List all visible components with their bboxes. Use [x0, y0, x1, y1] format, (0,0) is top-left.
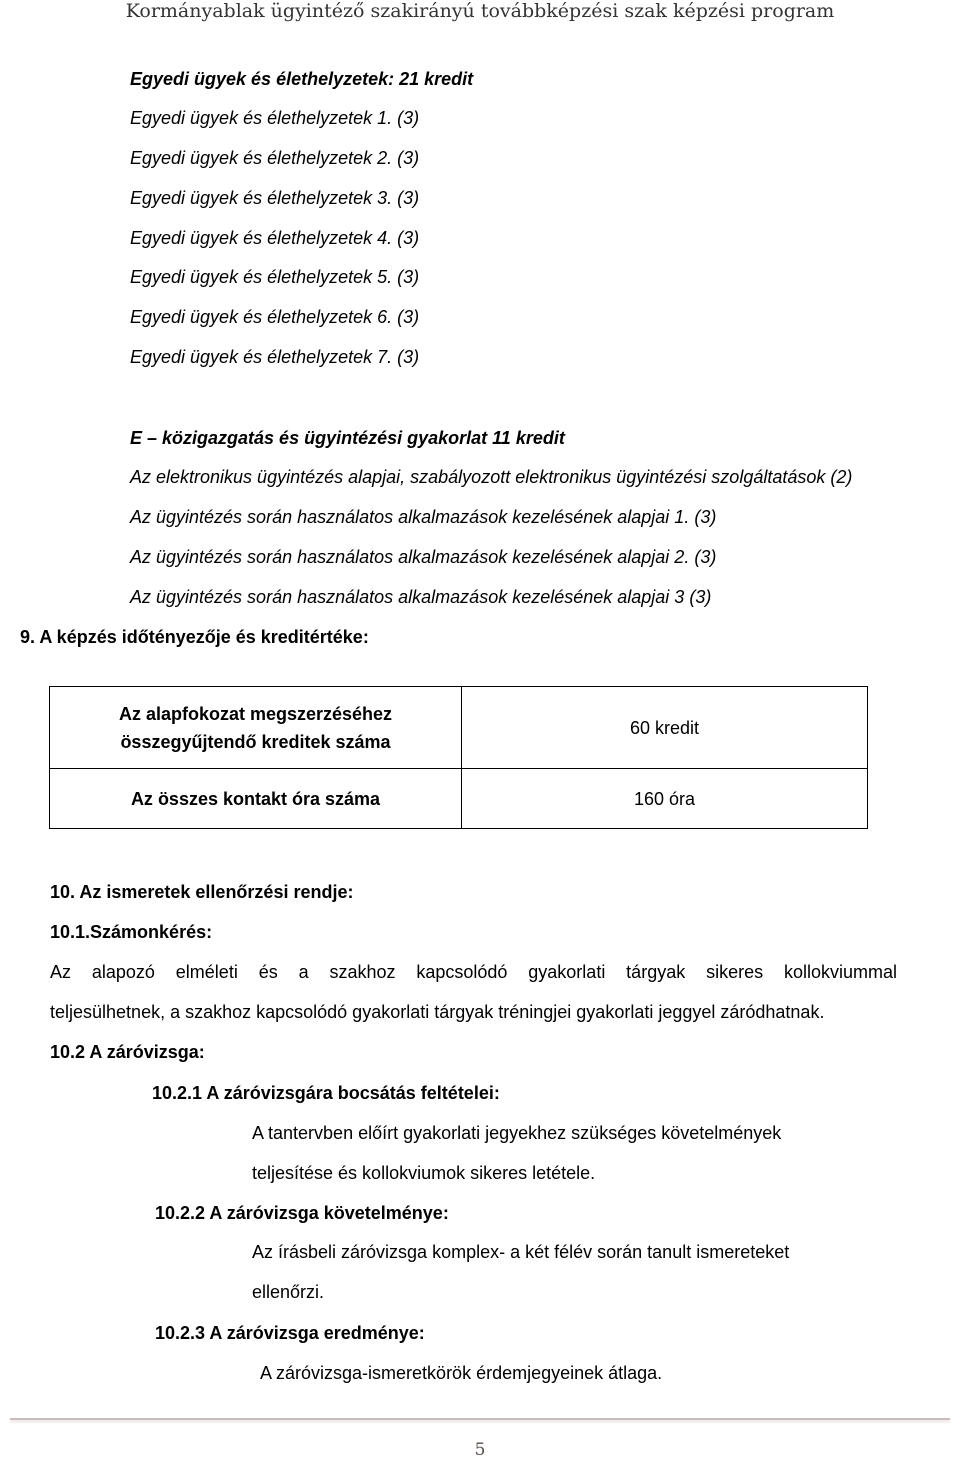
section-10-2-1-heading: 10.2.1 A záróvizsgára bocsátás feltételei: — [152, 1083, 500, 1103]
list-item: Az elektronikus ügyintézés alapjai, szabályozott elektronikus ügyintézési szolgáltatások (2) — [130, 467, 853, 487]
contact-hours-label: Az összes kontakt óra száma — [50, 769, 462, 829]
section-10-1-paragraph-line1: Az alapozó elméleti és a szakhoz kapcsolódó gyakorlati tárgyak sikeres kollokviummal — [50, 962, 897, 982]
list-item: Egyedi ügyek és élethelyzetek 1. (3) — [130, 108, 420, 128]
section-10-2-2-text-line1: Az írásbeli záróvizsga komplex- a két félév során tanult ismereteket — [252, 1242, 790, 1262]
group-heading-egyedi-ugyek: Egyedi ügyek és élethelyzetek: 21 kredit — [130, 69, 474, 89]
footer-divider — [10, 1418, 950, 1420]
credit-table — [49, 686, 868, 829]
credits-value: 60 kredit — [462, 687, 868, 769]
section-10-1-heading: 10.1.Számonkérés: — [50, 922, 213, 942]
section-10-2-1-text-line1: A tantervben előírt gyakorlati jegyekhez szükséges követelmények — [252, 1123, 782, 1143]
section-9-heading: 9. A képzés időtényezője és kreditértéke: — [20, 627, 369, 647]
list-item: Egyedi ügyek és élethelyzetek 7. (3) — [130, 347, 420, 367]
credits-label-line2: összegyűjtendő kreditek száma — [120, 731, 391, 752]
table-row — [50, 687, 868, 769]
list-item: Egyedi ügyek és élethelyzetek 2. (3) — [130, 148, 420, 168]
section-10-2-3-heading: 10.2.3 A záróvizsga eredménye: — [155, 1323, 425, 1343]
section-10-2-2-text-line2: ellenőrzi. — [252, 1282, 325, 1302]
contact-hours-value: 160 óra — [462, 769, 868, 829]
list-item: Egyedi ügyek és élethelyzetek 4. (3) — [130, 228, 420, 248]
list-item: Egyedi ügyek és élethelyzetek 6. (3) — [130, 307, 420, 327]
section-10-2-1-text-line2: teljesítése és kollokviumok sikeres letétele. — [252, 1163, 596, 1183]
section-10-1-paragraph-line2: teljesülhetnek, a szakhoz kapcsolódó gyakorlati tárgyak tréningjei gyakorlati jeggyel záródhatnak. — [50, 1002, 825, 1022]
table-cell-label — [50, 687, 462, 769]
group-heading-e-kozigazgatas: E – közigazgatás és ügyintézési gyakorlat 11 kredit — [130, 428, 565, 448]
running-header: Kormányablak ügyintéző szakirányú továbbképzési szak képzési program — [125, 0, 835, 22]
credits-label-line1: Az alapfokozat megszerzéséhez — [118, 703, 393, 724]
list-item: Az ügyintézés során használatos alkalmazások kezelésének alapjai 3 (3) — [130, 587, 712, 607]
section-10-2-2-heading: 10.2.2 A záróvizsga követelménye: — [155, 1203, 449, 1223]
section-10-heading: 10. Az ismeretek ellenőrzési rendje: — [50, 882, 354, 902]
list-item: Egyedi ügyek és élethelyzetek 3. (3) — [130, 188, 420, 208]
table-row — [50, 769, 868, 829]
list-item: Az ügyintézés során használatos alkalmazások kezelésének alapjai 2. (3) — [130, 547, 717, 567]
section-10-2-3-text-line1: A záróvizsga-ismeretkörök érdemjegyeinek átlaga. — [260, 1363, 663, 1383]
list-item: Az ügyintézés során használatos alkalmazások kezelésének alapjai 1. (3) — [130, 507, 717, 527]
list-item: Egyedi ügyek és élethelyzetek 5. (3) — [130, 267, 420, 287]
page-number: 5 — [474, 1440, 486, 1460]
section-10-2-heading: 10.2 A záróvizsga: — [50, 1042, 205, 1062]
